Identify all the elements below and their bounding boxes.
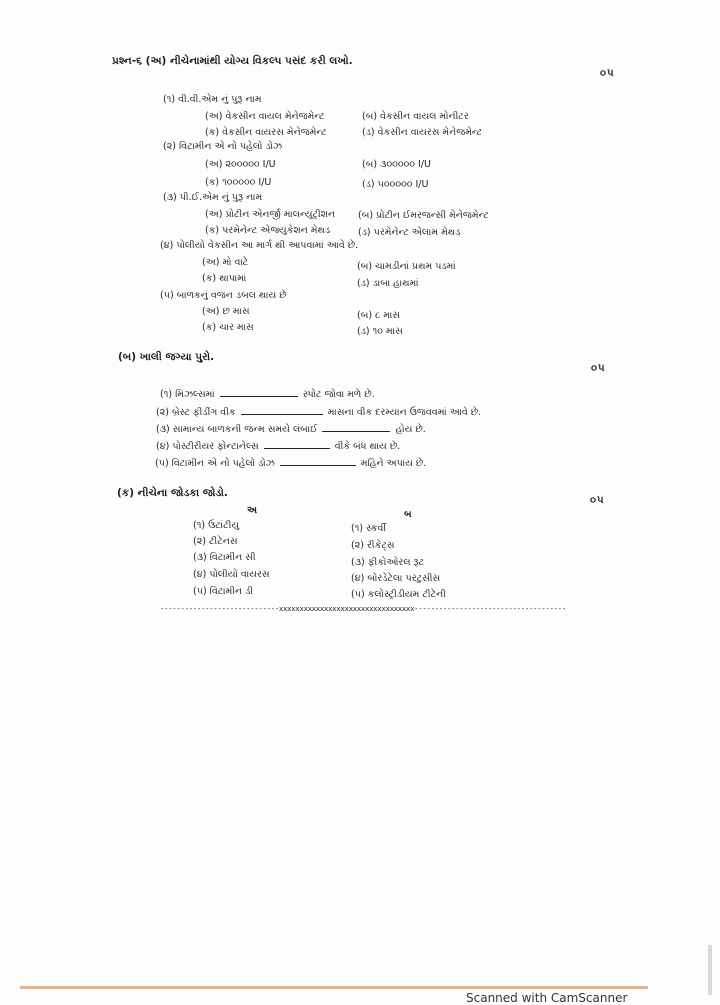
match-right-item: (૪) બોરડેટેલા પરટુસીસ (351, 573, 441, 584)
match-right-item: (૩) ફીકોઓરલ રૂટ (351, 557, 425, 568)
match-left-item: (૫) વિટામીન ડી (193, 586, 254, 597)
match-right-item: (૨) રીકેટ્સ (351, 540, 395, 551)
answer-blank[interactable] (241, 405, 323, 415)
mcq-option: (ક) થાપામાં (202, 273, 247, 284)
fill-blank-text: (૫) વિટામીન એ નો પહેલો ડોઝ (155, 458, 275, 469)
fill-blank-item (156, 422, 426, 435)
mcq-option: (બ) ચામડીનાં પ્રથમ પડમાં (357, 261, 456, 272)
mcq-option: (બ) ૩૦૦૦૦૦ I/U (362, 159, 431, 170)
mcq-option: (ડ) પરમેનેન્ટ એલામ મેથડ (358, 227, 461, 238)
match-left-item: (૨) ટીટેનસ (193, 536, 238, 547)
fill-blank-item (155, 456, 426, 469)
answer-blank[interactable] (220, 387, 298, 397)
fill-blank-text: હોય છે. (395, 424, 426, 435)
mcq-option: (ડ) ૧૦ માસ (357, 326, 403, 337)
mcq-option: (ક) ચાર માસ (202, 322, 254, 333)
section-b-title: (બ) ખાલી જગ્યા પુરો. (118, 351, 215, 363)
mcq-option: (અ) ૨૦૦૦૦૦ I/U (205, 159, 276, 170)
match-left-item: (૪) પોલીયો વાયરસ (193, 569, 270, 580)
fill-blank-text: (૨) બ્રેસ્ટ ફીડીંગ વીક (156, 407, 236, 418)
mcq-question: (૨) વિટામીન એ નો પહેલો ડોઝ (163, 141, 283, 152)
mcq-question: (૧) વી.વી.એમ નું પુરૂ નામ (163, 94, 262, 105)
match-right-item: (૧) સ્કર્વી (351, 523, 387, 534)
mcq-question: (૫) બાળકનું વજન ડબલ થાય છે (160, 290, 287, 301)
mcq-question: (૪) પોલીયો વેકસીન આ માર્ગ થી આપવામાં આવે છે. (160, 240, 359, 251)
fill-blank-text: (૪) પોસ્ટીરીયર ફોન્ટાનેલ્સ (156, 441, 259, 452)
mcq-option: (ડ) ડાબા હાથમાં (357, 278, 419, 289)
mcq-option: (અ) છ માસ (202, 306, 250, 317)
fill-blank-text: (૩) સામાન્ય બાળકની જન્મ સમયે લંબાઈ (156, 424, 318, 435)
column-a-header: અ (247, 505, 258, 516)
scanner-watermark: Scanned with CamScanner (466, 991, 628, 1005)
mcq-option: (ક) ૧૦૦૦૦૦ I/U (205, 177, 272, 188)
mcq-option: (બ) પ્રોટીન ઈમરજન્સી મેનેજમેન્ટ (358, 210, 489, 221)
fill-blank-text: મહિને અપાય છે. (360, 458, 427, 469)
fill-blank-text: સ્પોટ જોવા મળે છે. (302, 389, 375, 400)
match-left-item: (૩) વિટામીન સી (193, 552, 256, 563)
answer-blank[interactable] (280, 456, 356, 466)
mcq-option: (અ) પ્રોટીન એનર્જી માલન્યુટ્રીશન (205, 209, 336, 220)
mcq-option: (ડ) વેકસીન વાયરસ મેનેજમેન્ટ (362, 127, 483, 138)
question-header: પ્રશ્ન-૬ (અ) નીચેનામાંથી યોગ્ય વિકલ્પ પસંદ કરી લખો. (112, 55, 353, 67)
page-bottom-edge (20, 986, 648, 989)
mcq-option: (ક) પરમેનેન્ટ એજ્યુકેશન મેથડ (205, 225, 331, 236)
fill-blank-item (156, 405, 481, 418)
fill-blank-item (160, 387, 375, 400)
answer-blank[interactable] (264, 439, 330, 449)
fill-blank-text: વીકે બંધ થાય છે. (334, 441, 401, 452)
match-left-item: (૧) ઉટાંટીયુ (193, 520, 240, 531)
fill-blank-text: માસના વીક દરમ્યાન ઉજવવમાં આવે છે. (327, 407, 482, 418)
mcq-option: (અ) મો વાટે (202, 257, 249, 268)
column-b-header: બ (404, 509, 412, 520)
answer-blank[interactable] (322, 422, 390, 432)
section-a-marks: ૦૫ (600, 68, 615, 79)
mcq-option: (ડ) ૫૦૦૦૦૦ I/U (362, 179, 429, 190)
section-c-marks: ૦૫ (590, 495, 605, 506)
section-b-marks: ૦૫ (591, 363, 606, 374)
fill-blank-item (156, 439, 400, 452)
fill-blank-text: (૧) મિઝલ્સમાં (160, 389, 215, 400)
section-c-title: (ક) નીચેના જોડકા જોડો. (117, 487, 228, 499)
match-right-item: (૫) કલોસ્ટ્રીડીયમ ટીટેની (351, 589, 446, 600)
page-edge-shadow (708, 945, 712, 995)
mcq-option: (બ) વેકસીન વાયલ મોનીટર (362, 111, 469, 122)
mcq-question: (૩) પી.ઈ.એમ નું પુરૂ નામ (163, 192, 263, 203)
mcq-option: (ક) વેકસીન વાયરસ મેનેજમેન્ટ (205, 127, 327, 138)
mcq-option: (બ) ૮ માસ (357, 310, 401, 321)
mcq-option: (અ) વેકસીન વાયલ મેનેજમેન્ટ (205, 111, 325, 122)
end-divider: -----------------------------xxxxxxxxxxxxxxxxxxxxxxxxxxxxxxxxx------------------------------------- (160, 604, 566, 613)
